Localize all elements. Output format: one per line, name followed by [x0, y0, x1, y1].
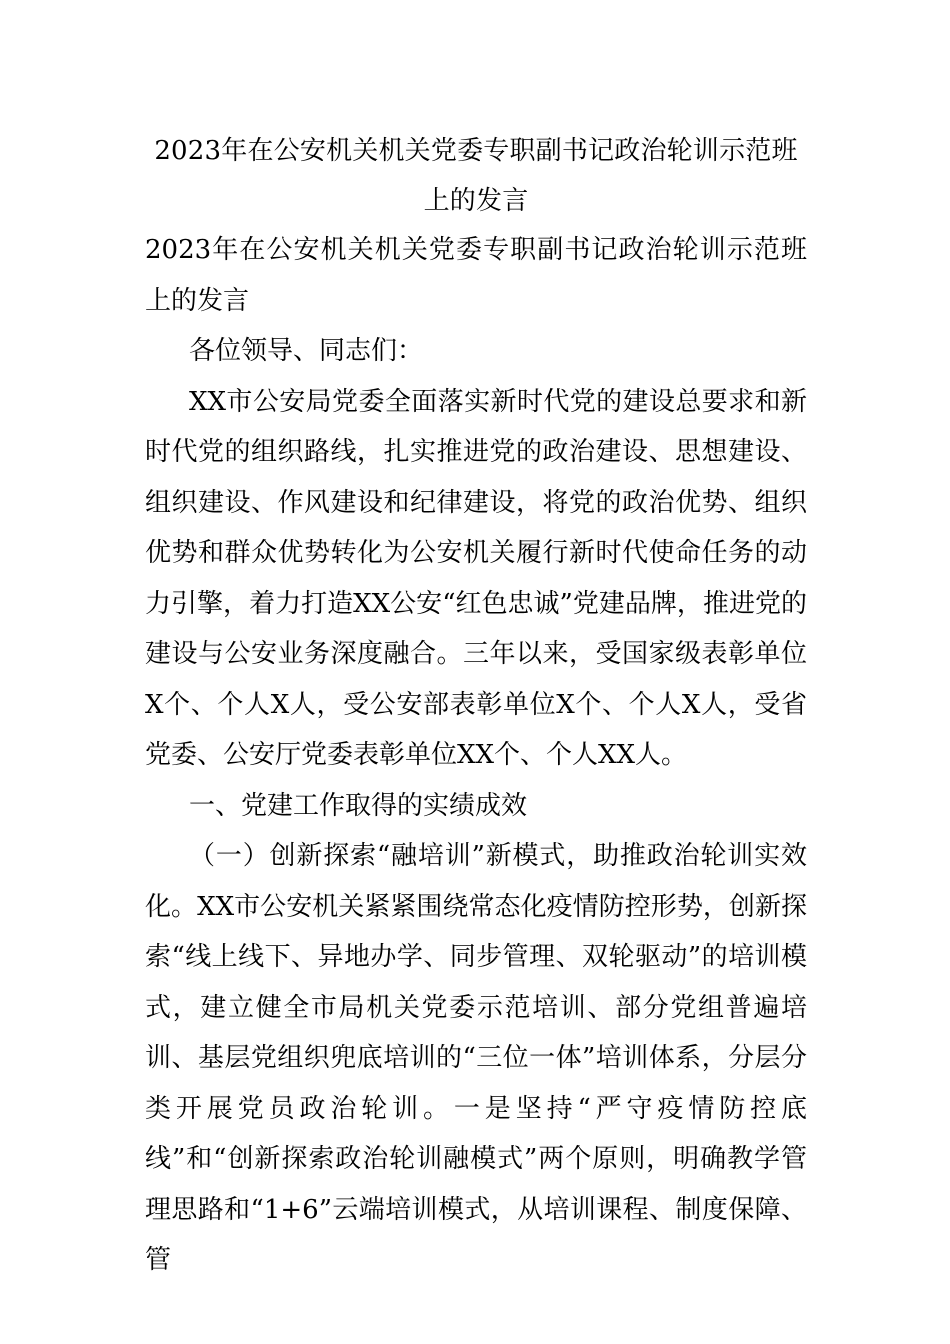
salutation-paragraph: 各位领导、同志们：	[189, 336, 424, 366]
intro-paragraph: XX市公安局党委全面落实新时代党的建设总要求和新时代党的组织路线，扎实推进党的政治建设、思想建设、组织建设、作风建设和纪律建设，将党的政治优势、组织优势和群众优势转化为公安机关履行新时代使命任务的动力引擎，着力打造XX公安“红色忠诚”党建品牌，推进党的建设与公安业务深度融合。三年以来，受国家级表彰单位X个、个人X人，受公安部表彰单位X个、个人X人，受省党委、公安厅党委表彰单位XX个、个人XX人。	[145, 386, 807, 770]
repeated-title-paragraph: 2023年在公安机关机关党委专职副书记政治轮训示范班上的发言	[145, 235, 807, 316]
section-heading: 一、党建工作取得的实绩成效	[189, 790, 528, 821]
subsection-paragraph: （一）创新探索“融培训”新模式，助推政治轮训实效化。XX市公安机关紧紧围绕常态化疫情防控形势，创新探索“线上线下、异地办学、同步管理、双轮驱动”的培训模式，建立健全市局机关党委示范培训、部分党组普遍培训、基层党组织兜底培训的“三位一体”培训体系，分层分类开展党员政治轮训。一是坚持“严守疫情防控底线”和“创新探索政治轮训融模式”两个原则，明确教学管理思路和“1+6”云端培训模式，从培训课程、制度保障、管	[145, 841, 807, 1275]
document-body	[145, 225, 807, 1286]
document-title: 2023年在公安机关机关党委专职副书记政治轮训示范班上的发言	[154, 136, 798, 216]
